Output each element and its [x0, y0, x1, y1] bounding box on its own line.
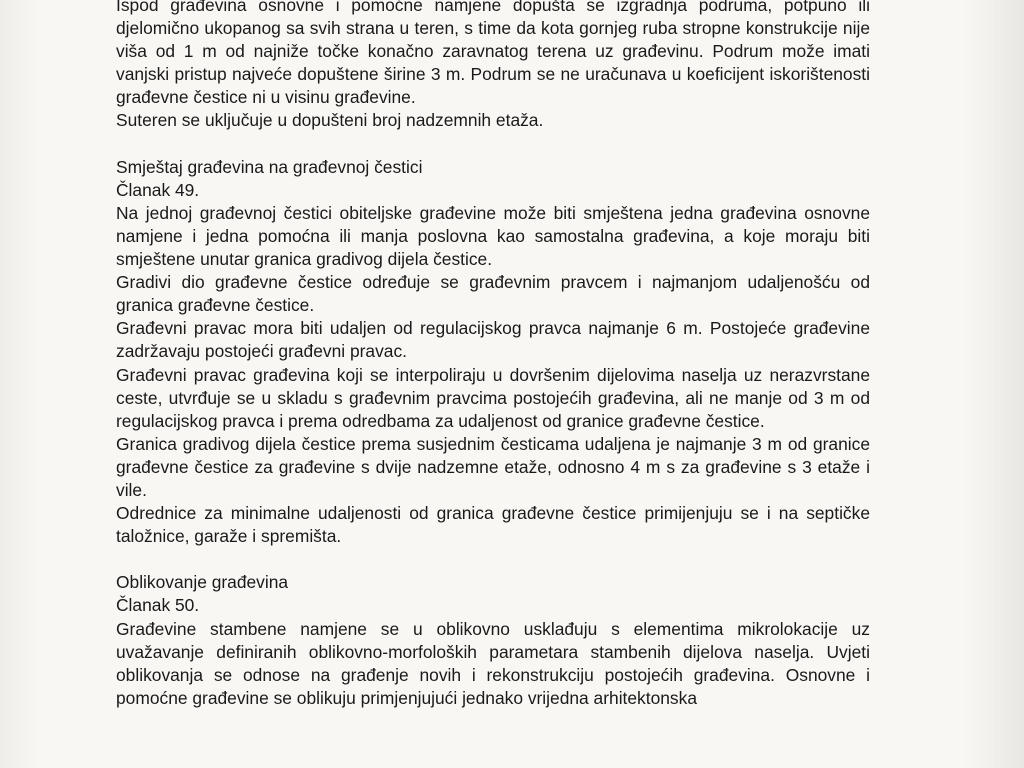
article-49-paragraph: Odrednice za minimalne udaljenosti od granica građevne čestice primijenjuju se i na septičke taložnice, garaže i spremišta. — [116, 503, 870, 547]
spacer — [116, 133, 870, 156]
section-title-placement: Smještaj građevina na građevnoj čestici — [116, 156, 423, 177]
souterrain-paragraph: Suteren se uključuje u dopušteni broj nadzemnih etaža. — [116, 110, 544, 131]
spacer — [116, 548, 870, 571]
article-49-number: Članak 49. — [116, 179, 200, 200]
basement-paragraph: Ispod građevina osnovne i pomoćne namjene dopušta se izgradnja podruma, potpuno ili djelomično ukopanog sa svih strana u teren, s time da kota gornjeg ruba stropne konstrukcije nije viša od 1 m od najniže točke konačno zaravnatog terena uz građevinu. Podrum može imati vanjski pristup najveće dopuštene širine 3 m. Podrum se ne uračunava u koeficijent iskorištenosti građevne čestice ni u visinu građevine. — [116, 0, 870, 108]
article-49-paragraph: Gradivi dio građevne čestice određuje se građevnim pravcem i najmanjom udaljenošću od granica građevne čestice. — [116, 272, 870, 316]
article-49-paragraph: Građevni pravac građevina koji se interpoliraju u dovršenim dijelovima naselja uz nerazvrstane ceste, utvrđuje se u skladu s građevnim pravcima postojećih građevina, ali ne manje od 3 m od regulacijskog pravca i prema odredbama za udaljenost od granice građevne čestice. — [116, 364, 870, 431]
left-edge-shadow — [0, 0, 40, 768]
article-50-number: Članak 50. — [116, 595, 200, 616]
article-49-paragraph: Na jednoj građevnoj čestici obiteljske građevine može biti smještena jedna građevina osnovne namjene i jedna pomoćna ili manja poslovna kao samostalna građevina, a koje moraju biti smještene unutar granica gradivog dijela čestice. — [116, 202, 870, 270]
right-edge-shadow — [964, 0, 1024, 768]
document-body — [116, 0, 870, 710]
article-49-paragraph: Građevni pravac mora biti udaljen od regulacijskog pravca najmanje 6 m. Postojeće građevine zadržavaju postojeći građevni pravac. — [116, 318, 870, 362]
section-title-design: Oblikovanje građevina — [116, 572, 289, 593]
article-49-paragraph: Granica gradivog dijela čestice prema susjednim česticama udaljena je najmanje 3 m od granice građevne čestice za građevine s dvije nadzemne etaže, odnosno 4 m s za građevine s 3 etaže i vile. — [116, 433, 870, 500]
article-50-paragraph: Građevine stambene namjene se u oblikovno usklađuju s elementima mikrolokacije uz uvažavanje definiranih oblikovno-morfoloških parametara stambenih dijelova naselja. Uvjeti oblikovanja se odnose na građenje novih i rekonstrukciju postojećih građevina. Osnovne i pomoćne građevine se oblikuju primjenjujući jednako vrijedna arhitektonska — [116, 618, 870, 708]
